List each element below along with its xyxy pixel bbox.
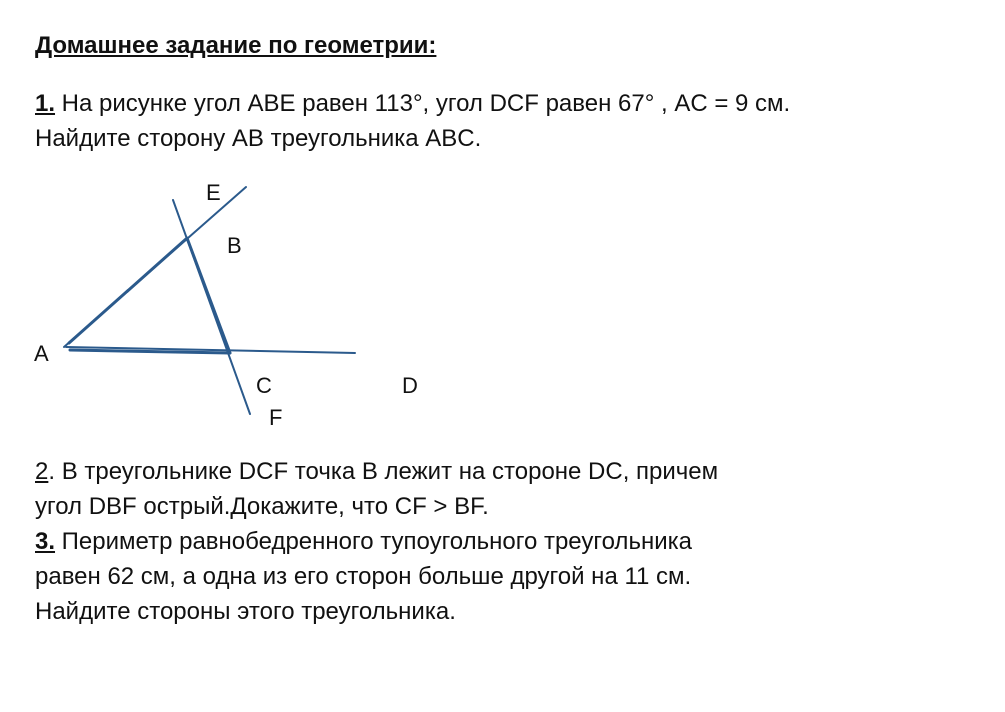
- problem-2: [35, 454, 718, 524]
- triangle-figure: [0, 170, 440, 440]
- problem-3-number: 3.: [35, 528, 56, 555]
- problem-1-text-2: Найдите сторону AB треугольника ABC.: [35, 125, 482, 152]
- problem-3-text-1: Периметр равнобедренного тупоугольного треугольника: [55, 528, 692, 555]
- line-bc: [187, 238, 230, 353]
- problem-2-line-1: [35, 454, 718, 489]
- point-label-c: C: [256, 373, 272, 398]
- point-label-f: F: [269, 405, 283, 430]
- point-label-e: E: [206, 180, 221, 205]
- problem-3-line-1: [35, 524, 692, 559]
- homework-title: Домашнее задание по геометрии:: [35, 32, 437, 59]
- problem-3-text-3: Найдите стороны этого треугольника.: [35, 598, 456, 625]
- problem-3-text-2: равен 62 см, а одна из его сторон больше другой на 11 см.: [35, 563, 692, 590]
- problem-2-number: 2: [35, 458, 49, 485]
- problem-1: [35, 86, 790, 156]
- problem-2-text-1: . В треугольнике DCF точка B лежит на стороне DC, причем: [48, 458, 719, 485]
- problem-3: [35, 524, 692, 629]
- point-label-a: A: [34, 341, 49, 366]
- problem-1-line-1: [35, 86, 790, 121]
- problem-2-text-2: угол DBF острый.Докажите, что CF > BF.: [35, 493, 489, 520]
- problem-1-text-1: На рисунке угол ABE равен 113°, угол DCF равен 67° , AC = 9 см.: [55, 90, 791, 117]
- problem-1-number: 1.: [35, 90, 56, 117]
- point-label-b: B: [227, 233, 242, 258]
- line-ab-inner: [69, 239, 186, 343]
- point-label-d: D: [402, 373, 418, 398]
